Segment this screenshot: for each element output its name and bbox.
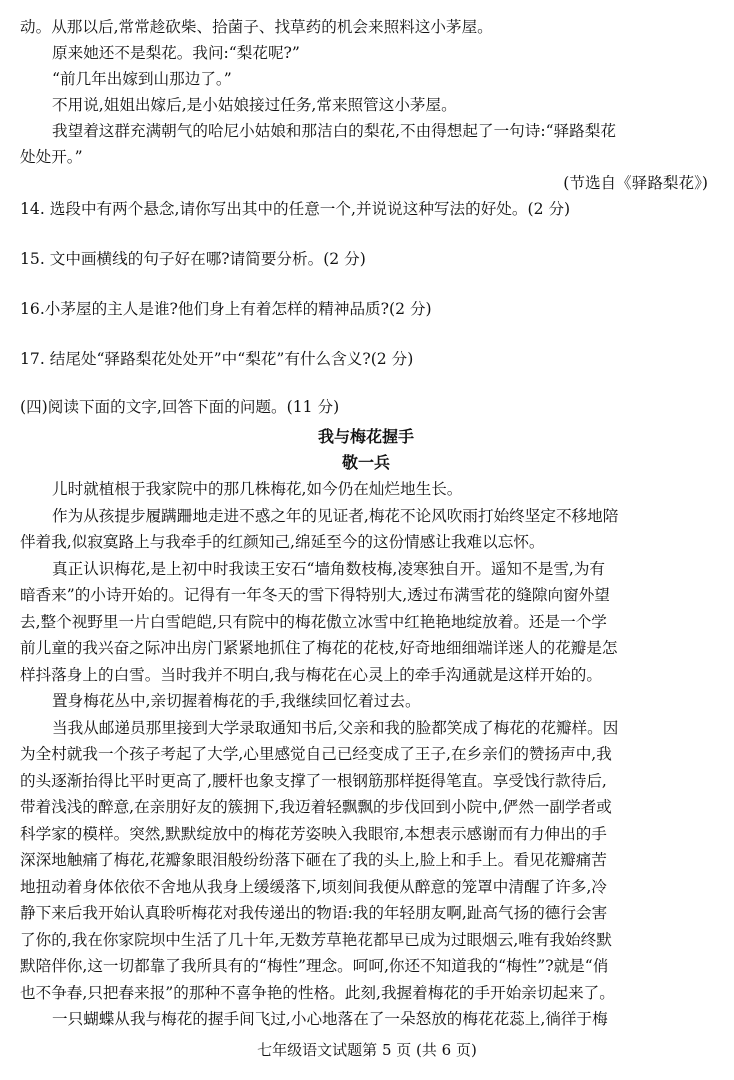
article-line: 样抖落身上的白雪。当时我并不明白,我与梅花在心灵上的牵手沟通就是这样开始的。 — [20, 665, 602, 684]
article-line: 深深地触痛了梅花,花瓣象眼泪般纷纷落下砸在了我的头上,脸上和手上。看见花瓣痛苦 — [20, 851, 607, 869]
question-16: 16.小茅屋的主人是谁?他们身上有着怎样的精神品质?(2 分) — [20, 300, 432, 318]
passage-line: 动。从那以后,常常趁砍柴、拾菌子、找草药的机会来照料这小茅屋。 — [20, 18, 493, 36]
article-line: 的头逐渐抬得比平时更高了,腰杆也象支撑了一根钢筋那样挺得笔直。享受饯行款待后, — [20, 771, 607, 790]
section-instruction: (四)阅读下面的文字,回答下面的问题。(11 分) — [20, 398, 340, 416]
passage-line: 原来她还不是梨花。我问:“梨花呢?” — [52, 44, 300, 62]
article-line: 默陪伴你,这一切都靠了我所具有的“梅性”理念。呵呵,你还不知道我的“梅性”?就是“俏 — [20, 957, 609, 975]
article-title: 我与梅花握手 — [317, 427, 414, 446]
question-14: 14. 选段中有两个悬念,请你写出其中的任意一个,并说说这种写法的好处。(2 分) — [20, 200, 571, 218]
question-15: 15. 文中画横线的句子好在哪?请简要分析。(2 分) — [20, 250, 366, 268]
top-passage — [20, 14, 712, 196]
questions — [20, 196, 712, 372]
article-line: 地扭动着身体依依不舍地从我身上缓缓落下,顷刻间我便从醉意的笼罩中清醒了许多,冷 — [20, 877, 607, 896]
article-line: 了你的,我在你家院坝中生活了几十年,无数芳草艳花都早已成为过眼烟云,唯有我始终默 — [20, 930, 612, 949]
passage-line: 处处开。” — [20, 148, 83, 166]
passage-line: 不用说,姐姐出嫁后,是小姑娘接过任务,常来照管这小茅屋。 — [52, 96, 457, 114]
section-4 — [20, 394, 712, 1033]
article-line: 也不争春,只把春来报”的那种不喜争艳的性格。此刻,我握着梅花的手开始亲切起来了。 — [20, 983, 615, 1002]
article-line: 儿时就植根于我家院中的那几株梅花,如今仍在灿烂地生长。 — [52, 480, 463, 498]
article-line: 伴着我,似寂寞路上与我牵手的红颜知己,绵延至今的这份情感让我难以忘怀。 — [20, 533, 545, 551]
page-footer: 七年级语文试题第 5 页 (共 6 页) — [257, 1041, 477, 1059]
article-line: 一只蝴蝶从我与梅花的握手间飞过,小心地落在了一朵怒放的梅花花蕊上,徜徉于梅 — [52, 1010, 608, 1028]
article-line: 当我从邮递员那里接到大学录取通知书后,父亲和我的脸都笑成了梅花的花瓣样。因 — [52, 718, 619, 737]
article-line: 置身梅花丛中,亲切握着梅花的手,我继续回忆着过去。 — [52, 692, 421, 710]
article-line: 带着浅浅的醉意,在亲朋好友的簇拥下,我迈着轻飘飘的步伐回到小院中,俨然一副学者或 — [20, 798, 612, 816]
question-17: 17. 结尾处“驿路梨花处处开”中“梨花”有什么含义?(2 分) — [20, 350, 414, 368]
article-author: 敬一兵 — [341, 453, 390, 472]
article-line: 前儿童的我兴奋之际冲出房门紧紧地抓住了梅花的花枝,好奇地细细端详迷人的花瓣是怎 — [20, 639, 618, 657]
passage-line: 我望着这群充满朝气的哈尼小姑娘和那洁白的梨花,不由得想起了一句诗:“驿路梨花 — [52, 122, 616, 140]
article-line: 科学家的模样。突然,默默绽放中的梅花芳姿映入我眼帘,本想表示感谢而有力伸出的手 — [20, 824, 607, 843]
article-line: 去,整个视野里一片白雪皑皑,只有院中的梅花傲立冰雪中红艳艳地绽放着。还是一个学 — [20, 612, 607, 631]
article-line: 暗香来”的小诗开始的。记得有一年冬天的雪下得特别大,透过布满雪花的缝隙向窗外望 — [20, 586, 610, 604]
article-line: 为全村就我一个孩子考起了大学,心里感觉自己已经变成了王子,在乡亲们的赞扬声中,我 — [20, 745, 612, 763]
passage-line: “前几年出嫁到山那边了。” — [52, 70, 232, 88]
passage-source: (节选自《驿路梨花》) — [563, 174, 708, 192]
article-line: 真正认识梅花,是上初中时我读王安石“墙角数枝梅,凌寒独自开。遥知不是雪,为有 — [52, 559, 606, 578]
article-line: 作为从孩提步履蹒跚地走进不惑之年的见证者,梅花不论风吹雨打始终坚定不移地陪 — [52, 506, 619, 525]
article-line: 静下来后我开始认真聆听梅花对我传递出的物语:我的年轻朋友啊,趾高气扬的德行会害 — [20, 904, 608, 922]
